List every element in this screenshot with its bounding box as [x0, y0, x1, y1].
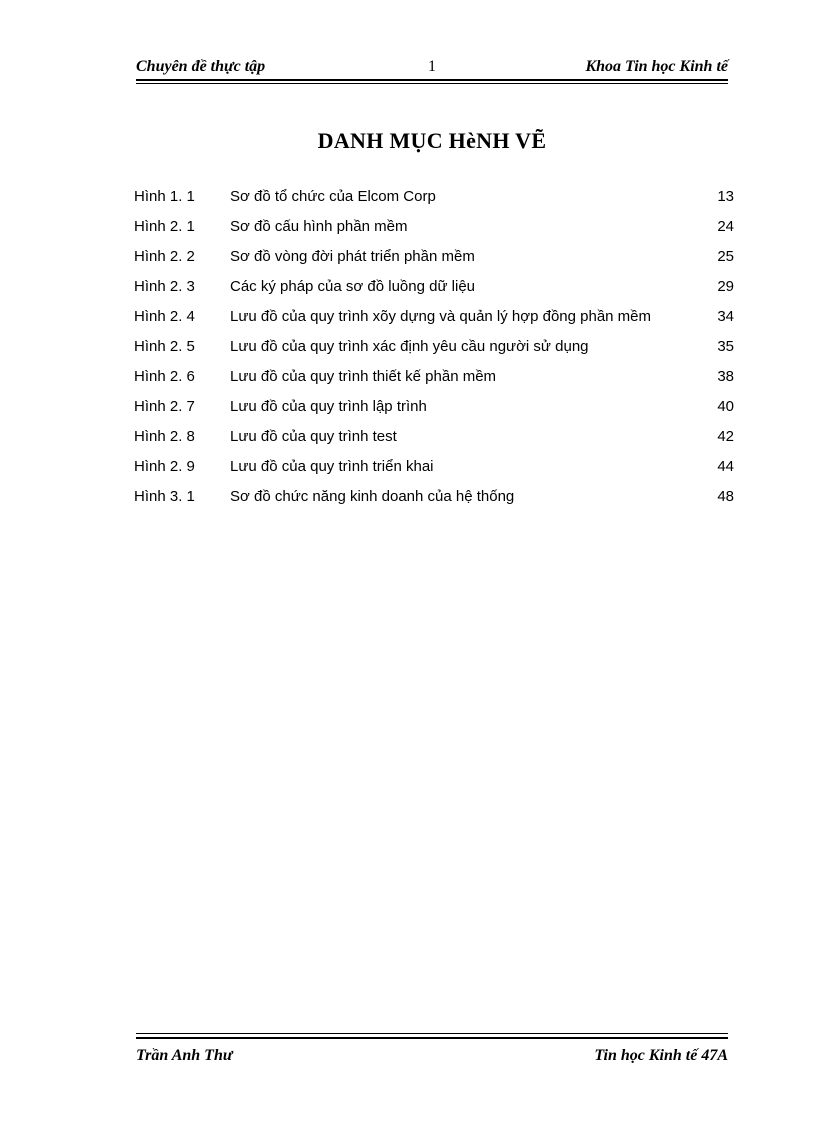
figure-page-number: 44 — [717, 458, 734, 475]
footer-rule-thick — [136, 1037, 728, 1039]
figure-page-number: 34 — [717, 308, 734, 325]
figure-caption: Lưu đồ của quy trình xác định yêu cầu người sử dụng — [230, 338, 589, 355]
figure-caption: Lưu đồ của quy trình thiết kế phần mềm — [230, 368, 497, 385]
list-item[interactable] — [134, 364, 734, 394]
header-right-text: Khoa Tin học Kinh tế — [585, 58, 728, 75]
list-item[interactable] — [134, 274, 734, 304]
figure-label: Hình 2. 5 — [134, 338, 195, 355]
footer-class: Tin học Kinh tế 47A — [594, 1047, 728, 1064]
figure-page-number: 35 — [717, 338, 734, 355]
figure-label: Hình 2. 8 — [134, 428, 195, 445]
figure-page-number: 40 — [717, 398, 734, 415]
figure-caption: Sơ đồ cấu hình phần mềm — [230, 218, 408, 235]
figure-page-number: 48 — [717, 488, 734, 505]
figure-label: Hình 2. 3 — [134, 278, 195, 295]
figure-caption: Lưu đồ của quy trình triển khai — [230, 458, 434, 475]
figure-list — [134, 184, 734, 514]
figure-page-number: 13 — [717, 188, 734, 205]
figure-caption: Lưu đồ của quy trình test — [230, 428, 397, 445]
header-rule-thick — [136, 79, 728, 81]
list-item[interactable] — [134, 214, 734, 244]
list-item[interactable] — [134, 484, 734, 514]
page-header — [136, 56, 728, 78]
figure-page-number: 42 — [717, 428, 734, 445]
list-item[interactable] — [134, 424, 734, 454]
header-left-text: Chuyên đề thực tập — [136, 58, 266, 75]
list-item[interactable] — [134, 304, 734, 334]
figure-label: Hình 2. 7 — [134, 398, 195, 415]
figure-page-number: 24 — [717, 218, 734, 235]
figure-label: Hình 1. 1 — [134, 188, 195, 205]
figure-caption: Sơ đồ chức năng kinh doanh của hệ thống — [230, 488, 515, 505]
footer-author: Trần Anh Thư — [136, 1047, 233, 1064]
list-item[interactable] — [134, 394, 734, 424]
footer-rule-thin — [136, 1033, 728, 1034]
figure-caption: Sơ đồ tổ chức của Elcom Corp — [230, 188, 436, 205]
figure-label: Hình 2. 9 — [134, 458, 195, 475]
list-item[interactable] — [134, 334, 734, 364]
figure-label: Hình 2. 6 — [134, 368, 195, 385]
page-number: 1 — [428, 58, 436, 75]
figure-page-number: 29 — [717, 278, 734, 295]
figure-page-number: 38 — [717, 368, 734, 385]
header-rule-thin — [136, 83, 728, 84]
list-item[interactable] — [134, 454, 734, 484]
figure-label: Hình 2. 2 — [134, 248, 195, 265]
figure-caption: Các ký pháp của sơ đồ luồng dữ liệu — [230, 278, 476, 295]
figure-caption: Lưu đồ của quy trình lập trình — [230, 398, 427, 415]
figure-caption: Sơ đồ vòng đời phát triển phần mềm — [230, 248, 475, 265]
figure-label: Hình 2. 4 — [134, 308, 195, 325]
figure-page-number: 25 — [717, 248, 734, 265]
figure-label: Hình 2. 1 — [134, 218, 195, 235]
page-title: DANH MỤC HèNH VẼ — [317, 128, 547, 153]
list-item[interactable] — [134, 184, 734, 214]
figure-label: Hình 3. 1 — [134, 488, 195, 505]
list-item[interactable] — [134, 244, 734, 274]
figure-caption: Lưu đồ của quy trình xõy dựng và quản lý hợp đồng phần mềm — [230, 308, 652, 325]
page-footer — [136, 1047, 728, 1069]
